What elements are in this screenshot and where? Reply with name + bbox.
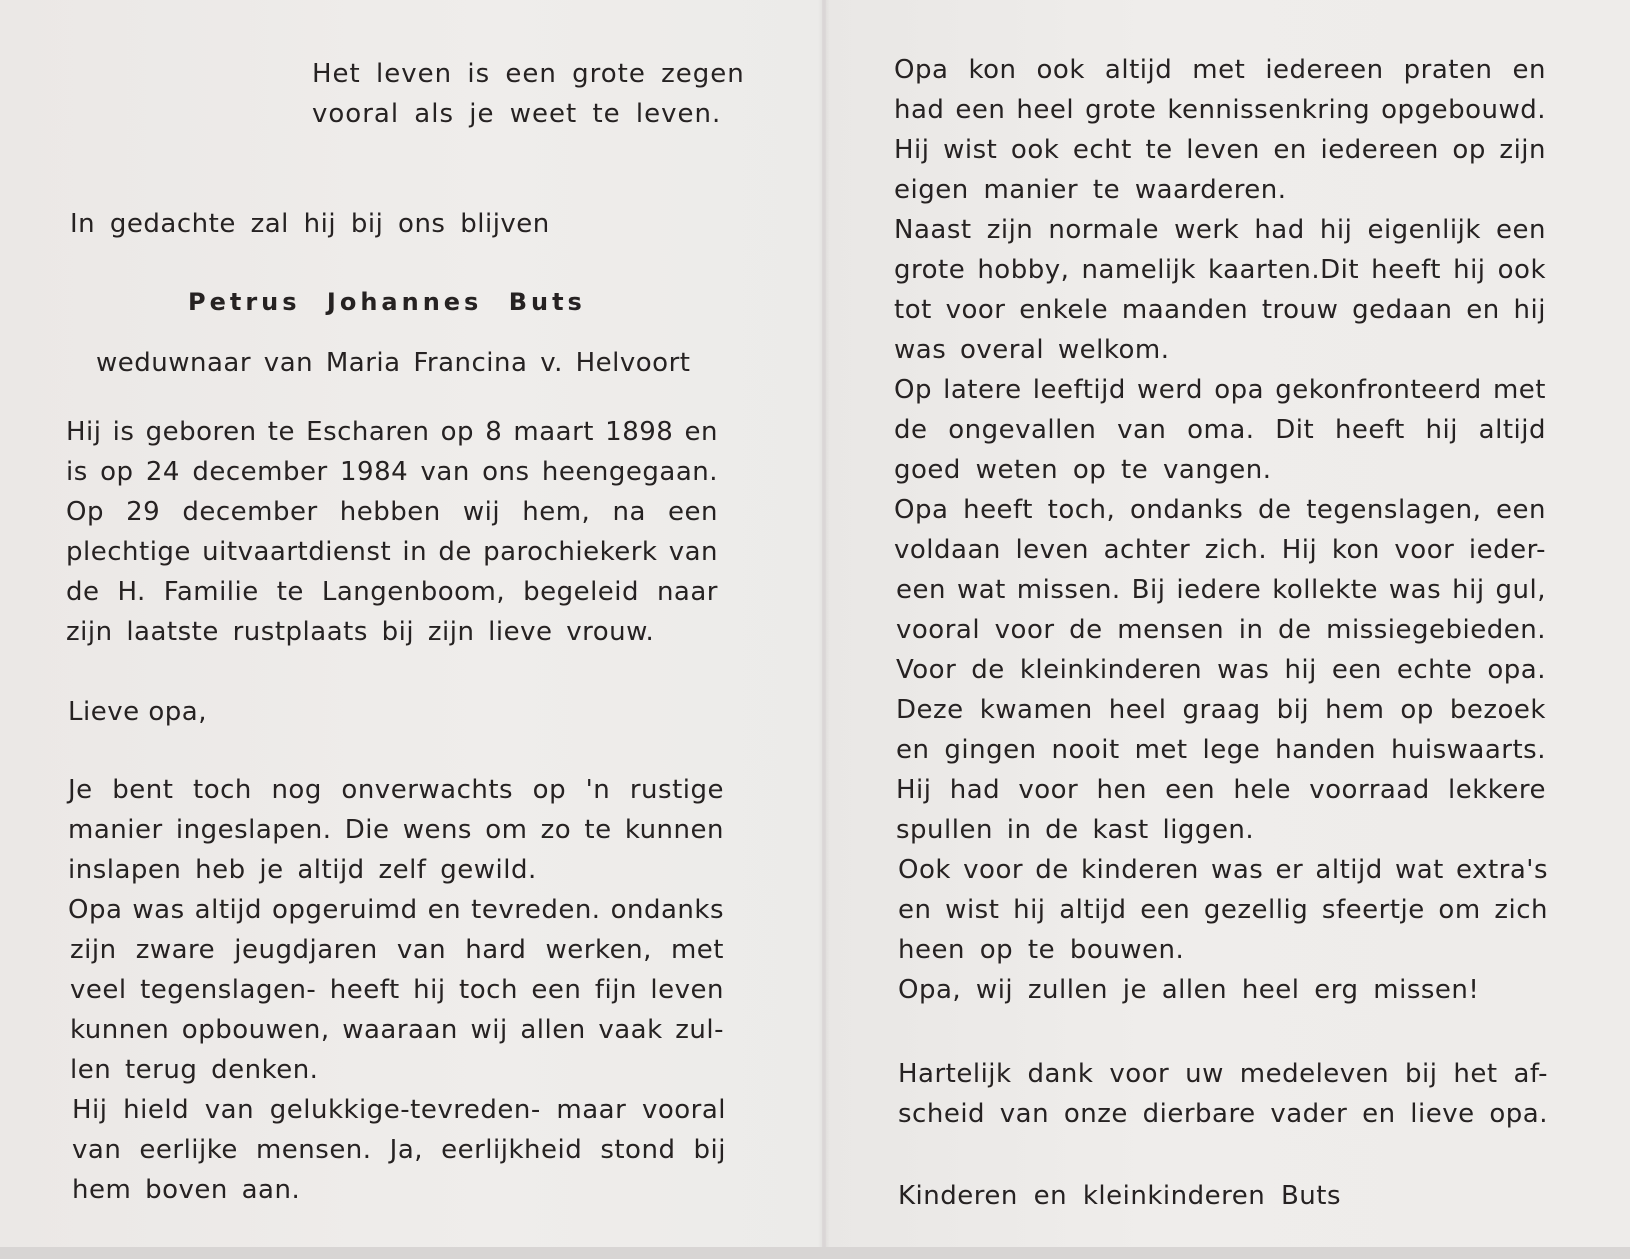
letter-line: en wist hij altijd een gezellig sfeertje om zich <box>898 895 1548 925</box>
motto-line: Het leven is een grote zegen <box>312 59 745 89</box>
widower-line: weduwnaar van Maria Francina v. Helvoort <box>96 348 691 378</box>
letter-line: grote hobby, namelijk kaarten.Dit heeft hij ook <box>894 255 1546 285</box>
letter-line: Opa was altijd opgeruimd en tevreden. ondanks <box>68 895 724 925</box>
salutation: Lieve opa, <box>68 697 207 727</box>
letter-line: Deze kwamen heel graag bij hem op bezoek <box>896 695 1546 725</box>
scan-background-strip <box>0 1247 1630 1259</box>
deceased-name: Petrus Johannes Buts <box>188 288 586 316</box>
letter-line: Op latere leeftijd werd opa gekonfronteerd met <box>894 375 1546 405</box>
letter-line: Opa, wij zullen je allen heel erg missen! <box>898 975 1480 1005</box>
card-fold <box>818 0 830 1247</box>
letter-line: had een heel grote kennissenkring opgebouwd. <box>894 95 1546 125</box>
bio-line: is op 24 december 1984 van ons heengegaan. <box>66 457 718 487</box>
letter-line: vooral voor de mensen in de missiegebieden. <box>896 615 1546 645</box>
letter-line: Opa heeft toch, ondanks de tegenslagen, een <box>894 495 1546 525</box>
motto-line: vooral als je weet te leven. <box>312 99 722 129</box>
letter-line: inslapen heb je altijd zelf gewild. <box>68 855 537 885</box>
letter-line: zijn zware jeugdjaren van hard werken, met <box>70 935 724 965</box>
letter-line: manier ingeslapen. Die wens om zo te kunnen <box>68 815 724 845</box>
bio-line: zijn laatste rustplaats bij zijn lieve vrouw. <box>66 617 655 647</box>
letter-line: voldaan leven achter zich. Hij kon voor ieder- <box>894 535 1546 565</box>
bio-line: plechtige uitvaartdienst in de parochiekerk van <box>66 537 718 567</box>
letter-line: Hij had voor hen een hele voorraad lekkere <box>896 775 1546 805</box>
letter-line: en gingen nooit met lege handen huiswaarts. <box>896 735 1546 765</box>
letter-line: de ongevallen van oma. Dit heeft hij altijd <box>894 415 1546 445</box>
letter-line: veel tegenslagen- heeft hij toch een fijn leven <box>70 975 724 1005</box>
letter-line: Voor de kleinkinderen was hij een echte opa. <box>896 655 1546 685</box>
memory-line: In gedachte zal hij bij ons blijven <box>70 209 550 239</box>
letter-line: Hij hield van gelukkige-tevreden- maar vooral <box>72 1095 726 1125</box>
letter-line: Je bent toch nog onverwachts op 'n rustige <box>68 775 724 805</box>
letter-line: van eerlijke mensen. Ja, eerlijkheid stond bij <box>72 1135 726 1165</box>
letter-line: Naast zijn normale werk had hij eigenlijk een <box>894 215 1546 245</box>
letter-line: Ook voor de kinderen was er altijd wat extra's <box>898 855 1548 885</box>
letter-line: goed weten op te vangen. <box>894 455 1272 485</box>
letter-line: tot voor enkele maanden trouw gedaan en hij <box>894 295 1546 325</box>
bio-line: Hij is geboren te Escharen op 8 maart 1898 en <box>66 417 718 447</box>
letter-line: spullen in de kast liggen. <box>896 815 1255 845</box>
bio-line: de H. Familie te Langenboom, begeleid naar <box>66 577 718 607</box>
thanks-line: scheid van onze dierbare vader en lieve opa. <box>898 1099 1548 1129</box>
thanks-line: Hartelijk dank voor uw medeleven bij het af- <box>898 1059 1548 1089</box>
letter-line: hem boven aan. <box>72 1175 301 1205</box>
letter-line: heen op te bouwen. <box>898 935 1185 965</box>
letter-line: was overal welkom. <box>894 335 1170 365</box>
letter-line: Hij wist ook echt te leven en iedereen op zijn <box>894 135 1546 165</box>
letter-line: kunnen opbouwen, waaraan wij allen vaak zul- <box>70 1015 724 1045</box>
letter-line: een wat missen. Bij iedere kollekte was hij gul, <box>896 575 1546 605</box>
letter-line: eigen manier te waarderen. <box>894 175 1287 205</box>
bio-line: Op 29 december hebben wij hem, na een <box>66 497 718 527</box>
family-signature: Kinderen en kleinkinderen Buts <box>898 1181 1341 1211</box>
letter-line: len terug denken. <box>70 1055 319 1085</box>
letter-line: Opa kon ook altijd met iedereen praten en <box>894 55 1546 85</box>
